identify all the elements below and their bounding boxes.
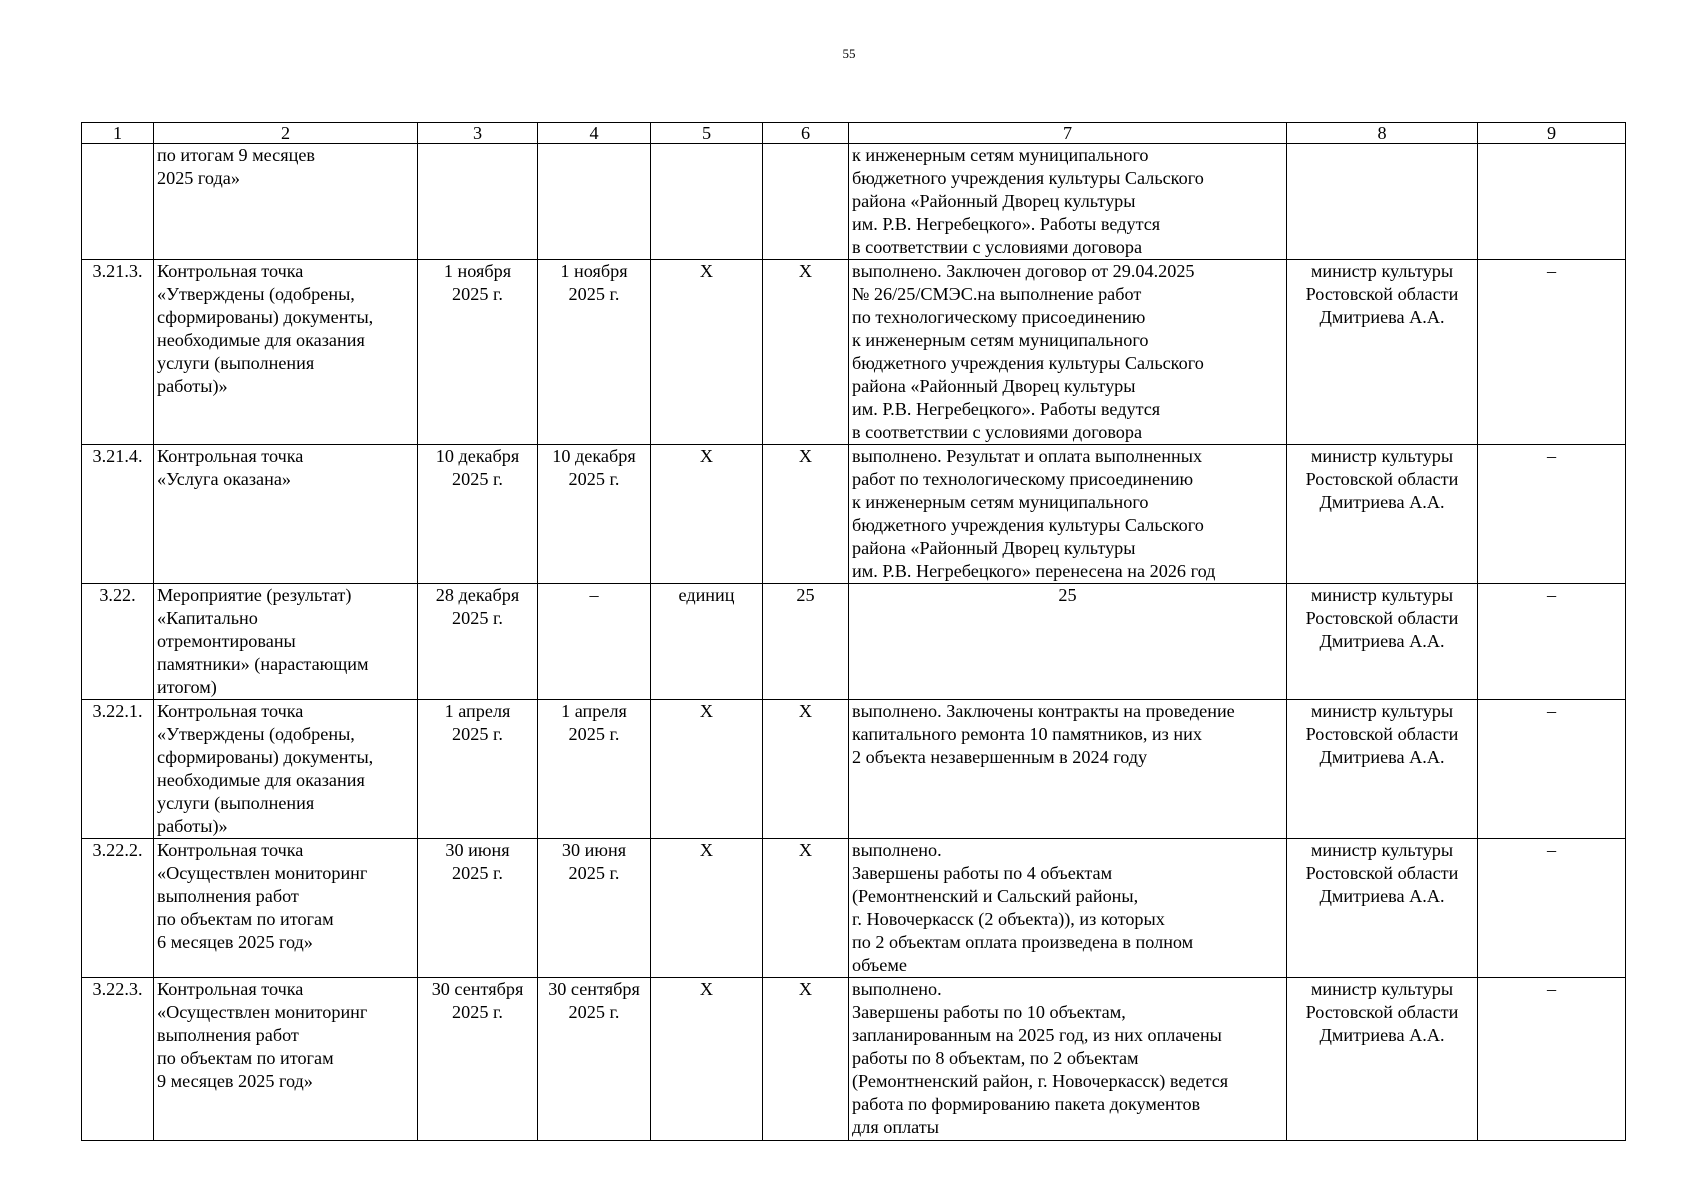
note-cell: – xyxy=(1478,260,1626,445)
value-cell xyxy=(763,144,849,260)
measure-name-cell xyxy=(154,978,418,1141)
cell-line: 2025 г. xyxy=(452,284,503,304)
plan-date-cell xyxy=(418,584,538,700)
cell-line: бюджетного учреждения культуры Сальского xyxy=(852,168,1204,188)
responsible-cell xyxy=(1287,144,1478,260)
cell-line: по объектам по итогам xyxy=(157,1048,334,1068)
cell-line: 1 ноября xyxy=(560,261,628,281)
responsible-cell xyxy=(1287,260,1478,445)
unit-cell: Х xyxy=(651,445,763,584)
value-cell: Х xyxy=(763,978,849,1141)
cell-line: Контрольная точка xyxy=(157,261,304,281)
measure-name-cell xyxy=(154,584,418,700)
report-table xyxy=(81,122,1626,1141)
cell-line: Ростовской области xyxy=(1305,724,1459,744)
cell-line: к инженерным сетям муниципального xyxy=(852,330,1149,350)
page-number: 55 xyxy=(842,46,856,61)
cell-line: – xyxy=(589,585,599,605)
column-number: 1 xyxy=(82,123,154,144)
measure-name-cell xyxy=(154,260,418,445)
cell-line: к инженерным сетям муниципального xyxy=(852,145,1149,165)
status-cell xyxy=(849,978,1287,1141)
unit-cell: Х xyxy=(651,978,763,1141)
cell-line: 2025 года» xyxy=(157,168,240,188)
cell-line: 28 декабря xyxy=(435,585,520,605)
cell-line: им. Р.В. Негребецкого» перенесена на 2026 год xyxy=(852,561,1216,581)
cell-line: 2025 г. xyxy=(568,724,620,744)
unit-cell: Х xyxy=(651,260,763,445)
row-number-cell: 3.22.1. xyxy=(82,700,154,839)
cell-line: услуги (выполнения xyxy=(157,793,315,813)
value-cell: Х xyxy=(763,700,849,839)
cell-line: по объектам по итогам xyxy=(157,909,334,929)
cell-line: выполнения работ xyxy=(157,1025,299,1045)
cell-line: 10 декабря xyxy=(552,446,636,466)
cell-line: 9 месяцев 2025 год» xyxy=(157,1071,313,1091)
responsible-cell xyxy=(1287,978,1478,1141)
cell-line: (Ремонтненский район, г. Новочеркасск) ведется xyxy=(852,1071,1229,1091)
cell-line: Контрольная точка xyxy=(157,701,304,721)
fact-date-cell xyxy=(538,700,651,839)
cell-line: № 26/25/СМЭС.на выполнение работ xyxy=(852,284,1142,304)
cell-line: по 2 объектам оплата произведена в полном xyxy=(852,932,1194,952)
cell-line: Контрольная точка xyxy=(157,840,304,860)
table-row xyxy=(82,700,1626,839)
cell-line: 1 апреля xyxy=(444,701,511,721)
fact-date-cell xyxy=(538,445,651,584)
cell-line: для оплаты xyxy=(852,1117,939,1137)
cell-line: бюджетного учреждения культуры Сальского xyxy=(852,353,1204,373)
note-cell: – xyxy=(1478,445,1626,584)
column-number: 8 xyxy=(1287,123,1478,144)
note-cell: – xyxy=(1478,700,1626,839)
cell-line: сформированы) документы, xyxy=(157,747,374,767)
cell-line: Ростовской области xyxy=(1305,608,1459,628)
value-cell: Х xyxy=(763,445,849,584)
cell-line: Ростовской области xyxy=(1305,469,1459,489)
measure-name-cell xyxy=(154,700,418,839)
cell-line: итогом) xyxy=(157,677,217,697)
cell-line: министр культуры xyxy=(1310,585,1454,605)
column-number: 3 xyxy=(418,123,538,144)
cell-line: 2 объекта незавершенным в 2024 году xyxy=(852,747,1148,767)
cell-line: им. Р.В. Негребецкого». Работы ведутся xyxy=(852,214,1161,234)
cell-line: по итогам 9 месяцев xyxy=(157,145,316,165)
cell-line: Контрольная точка xyxy=(157,446,304,466)
cell-line: 2025 г. xyxy=(452,608,503,628)
cell-line: выполнено. xyxy=(852,979,942,999)
cell-line: 2025 г. xyxy=(452,1002,503,1022)
cell-line: выполнено. Результат и оплата выполненных xyxy=(852,446,1203,466)
cell-line: Мероприятие (результат) xyxy=(157,585,352,605)
column-number: 5 xyxy=(651,123,763,144)
cell-line: 2025 г. xyxy=(452,724,503,744)
cell-line: по технологическому присоединению xyxy=(852,307,1146,327)
cell-line: Дмитриева А.А. xyxy=(1319,492,1445,512)
value-cell: 25 xyxy=(763,584,849,700)
cell-line: Завершены работы по 10 объектам, xyxy=(852,1002,1126,1022)
column-number: 4 xyxy=(538,123,651,144)
fact-date-cell xyxy=(538,839,651,978)
row-number-cell: 3.21.4. xyxy=(82,445,154,584)
cell-line: работы)» xyxy=(157,816,228,836)
cell-line: необходимые для оказания xyxy=(157,770,365,790)
cell-line: выполнения работ xyxy=(157,886,299,906)
plan-date-cell xyxy=(418,839,538,978)
cell-line: работы по 8 объектам, по 2 объектам xyxy=(852,1048,1139,1068)
cell-line: министр культуры xyxy=(1310,446,1454,466)
responsible-cell xyxy=(1287,700,1478,839)
unit-cell xyxy=(651,144,763,260)
plan-date-cell xyxy=(418,700,538,839)
cell-line: «Осуществлен мониторинг xyxy=(157,863,368,883)
cell-line: 2025 г. xyxy=(452,469,503,489)
row-number-cell: 3.22. xyxy=(82,584,154,700)
table-row xyxy=(82,978,1626,1141)
plan-date-cell xyxy=(418,978,538,1141)
cell-line: выполнено. xyxy=(852,840,942,860)
table-row xyxy=(82,260,1626,445)
cell-line: капитального ремонта 10 памятников, из них xyxy=(852,724,1202,744)
table-row xyxy=(82,584,1626,700)
cell-line: 2025 г. xyxy=(568,1002,620,1022)
cell-line: Завершены работы по 4 объектам xyxy=(852,863,1113,883)
note-cell: – xyxy=(1478,584,1626,700)
row-number-cell xyxy=(82,144,154,260)
cell-line: к инженерным сетям муниципального xyxy=(852,492,1149,512)
column-number: 2 xyxy=(154,123,418,144)
cell-line: 30 сентября xyxy=(548,979,640,999)
table-row xyxy=(82,445,1626,584)
unit-cell: единиц xyxy=(651,584,763,700)
measure-name-cell xyxy=(154,839,418,978)
cell-line: 1 ноября xyxy=(443,261,512,281)
note-cell: – xyxy=(1478,839,1626,978)
fact-date-cell xyxy=(538,260,651,445)
fact-date-cell xyxy=(538,584,651,700)
cell-line: 30 июня xyxy=(561,840,627,860)
column-number: 6 xyxy=(763,123,849,144)
unit-cell: Х xyxy=(651,839,763,978)
cell-line: работа по формированию пакета документов xyxy=(852,1094,1201,1114)
cell-line: Ростовской области xyxy=(1305,863,1459,883)
cell-line: района «Районный Дворец культуры xyxy=(852,191,1136,211)
cell-line: работ по технологическому присоединению xyxy=(852,469,1194,489)
cell-line: отремонтированы xyxy=(157,631,296,651)
cell-line: района «Районный Дворец культуры xyxy=(852,538,1136,558)
cell-line: Ростовской области xyxy=(1305,1002,1459,1022)
plan-date-cell xyxy=(418,445,538,584)
cell-line: работы)» xyxy=(157,376,228,396)
value-cell: Х xyxy=(763,260,849,445)
note-cell: – xyxy=(1478,978,1626,1141)
cell-line: г. Новочеркасск (2 объекта)), из которых xyxy=(852,909,1165,929)
cell-line: 25 xyxy=(1058,585,1077,605)
status-cell xyxy=(849,839,1287,978)
cell-line: министр культуры xyxy=(1310,979,1454,999)
column-number: 7 xyxy=(849,123,1287,144)
row-number-cell: 3.22.2. xyxy=(82,839,154,978)
cell-line: Дмитриева А.А. xyxy=(1319,631,1445,651)
value-cell: Х xyxy=(763,839,849,978)
cell-line: услуги (выполнения xyxy=(157,353,315,373)
table-row xyxy=(82,144,1626,260)
measure-name-cell xyxy=(154,445,418,584)
fact-date-cell xyxy=(538,144,651,260)
cell-line: «Капитально xyxy=(157,608,258,628)
cell-line: «Осуществлен мониторинг xyxy=(157,1002,368,1022)
responsible-cell xyxy=(1287,584,1478,700)
cell-line: Дмитриева А.А. xyxy=(1319,747,1445,767)
row-number-cell: 3.22.3. xyxy=(82,978,154,1141)
cell-line: бюджетного учреждения культуры Сальского xyxy=(852,515,1204,535)
note-cell xyxy=(1478,144,1626,260)
cell-line: в соответствии с условиями договора xyxy=(852,422,1143,442)
cell-line: 1 апреля xyxy=(561,701,627,721)
cell-line: 2025 г. xyxy=(568,284,620,304)
cell-line: в соответствии с условиями договора xyxy=(852,237,1143,257)
status-cell xyxy=(849,144,1287,260)
cell-line: им. Р.В. Негребецкого». Работы ведутся xyxy=(852,399,1161,419)
cell-line: памятники» (нарастающим xyxy=(157,654,369,674)
cell-line: 2025 г. xyxy=(568,863,620,883)
cell-line: 6 месяцев 2025 год» xyxy=(157,932,313,952)
plan-date-cell xyxy=(418,144,538,260)
cell-line: необходимые для оказания xyxy=(157,330,365,350)
cell-line: министр культуры xyxy=(1310,840,1454,860)
cell-line: выполнено. Заключены контракты на проведение xyxy=(852,701,1235,721)
table-body xyxy=(82,123,1626,1141)
status-cell xyxy=(849,584,1287,700)
column-number: 9 xyxy=(1478,123,1626,144)
cell-line: министр культуры xyxy=(1310,261,1454,281)
cell-line: «Утверждены (одобрены, xyxy=(157,724,355,744)
cell-line: района «Районный Дворец культуры xyxy=(852,376,1136,396)
column-number-row xyxy=(82,123,1626,144)
cell-line: 2025 г. xyxy=(452,863,503,883)
status-cell xyxy=(849,445,1287,584)
cell-line: сформированы) документы, xyxy=(157,307,374,327)
cell-line: Ростовской области xyxy=(1305,284,1459,304)
cell-line: (Ремонтненский и Сальский районы, xyxy=(852,886,1139,906)
status-cell xyxy=(849,700,1287,839)
cell-line: 30 сентября xyxy=(431,979,524,999)
responsible-cell xyxy=(1287,445,1478,584)
plan-date-cell xyxy=(418,260,538,445)
cell-line: запланированным на 2025 год, из них оплачены xyxy=(852,1025,1222,1045)
table-row xyxy=(82,839,1626,978)
cell-line: Контрольная точка xyxy=(157,979,304,999)
measure-name-cell xyxy=(154,144,418,260)
cell-line: выполнено. Заключен договор от 29.04.2025 xyxy=(852,261,1195,281)
cell-line: министр культуры xyxy=(1310,701,1454,721)
cell-line: Дмитриева А.А. xyxy=(1319,1025,1445,1045)
cell-line: «Утверждены (одобрены, xyxy=(157,284,355,304)
status-cell xyxy=(849,260,1287,445)
fact-date-cell xyxy=(538,978,651,1141)
row-number-cell: 3.21.3. xyxy=(82,260,154,445)
cell-line: 2025 г. xyxy=(568,469,620,489)
cell-line: объеме xyxy=(852,955,907,975)
cell-line: 10 декабря xyxy=(435,446,520,466)
unit-cell: Х xyxy=(651,700,763,839)
cell-line: «Услуга оказана» xyxy=(157,469,291,489)
responsible-cell xyxy=(1287,839,1478,978)
cell-line: Дмитриева А.А. xyxy=(1319,886,1445,906)
cell-line: 30 июня xyxy=(445,840,510,860)
cell-line: Дмитриева А.А. xyxy=(1319,307,1445,327)
